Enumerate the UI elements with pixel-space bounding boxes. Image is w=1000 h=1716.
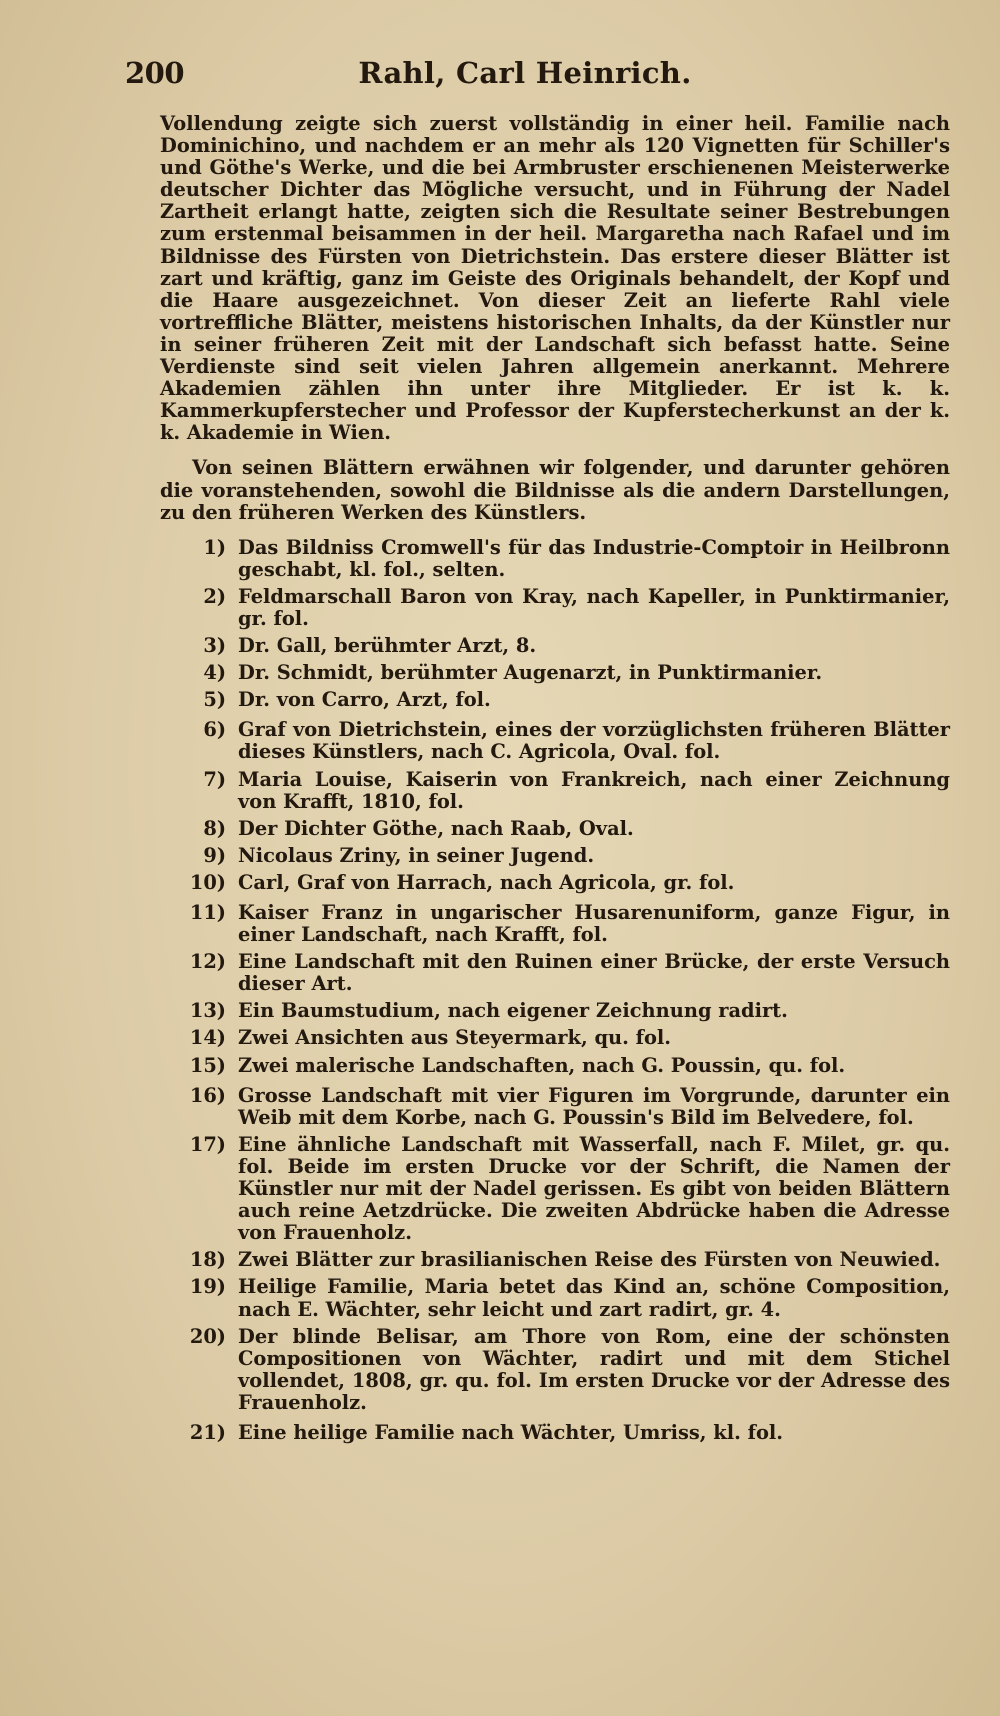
entry-number: 7) <box>203 767 226 791</box>
entry-text: Eine heilige Familie nach Wächter, Umriss, kl. fol. <box>238 1420 783 1444</box>
entry-text: Der Dichter Göthe, nach Raab, Oval. <box>238 816 634 840</box>
entry-number: 12) <box>189 950 226 974</box>
entry-number: 14) <box>189 1026 226 1050</box>
list-item <box>160 1422 950 1444</box>
running-title: Rahl, Carl Heinrich. <box>358 56 692 90</box>
list-item <box>160 951 950 995</box>
page-header <box>125 50 925 110</box>
list-item <box>160 1000 950 1022</box>
entry-text: Maria Louise, Kaiserin von Frankreich, nach einer Zeichnung von Krafft, 1810, fol. <box>238 767 950 813</box>
list-item <box>160 1326 950 1414</box>
list-item <box>160 1085 950 1129</box>
entry-text: Zwei Blätter zur brasilianischen Reise des Fürsten von Neuwied. <box>238 1248 941 1272</box>
entry-number: 17) <box>189 1132 226 1156</box>
entry-number: 5) <box>203 688 226 712</box>
entry-text: Nicolaus Zriny, in seiner Jugend. <box>238 843 595 867</box>
entry-number: 10) <box>189 870 226 894</box>
entry-text: Dr. Gall, berühmter Arzt, 8. <box>238 634 537 658</box>
entry-text: Heilige Familie, Maria betet das Kind an, schöne Composition, nach E. Wächter, sehr leicht und zart radirt, gr. 4. <box>238 1275 950 1321</box>
entry-number: 16) <box>189 1083 226 1107</box>
paragraph-works-intro: Von seinen Blättern erwähnen wir folgender, und darunter gehören die voranstehenden, sowohl die Bildnisse als die andern Darstellungen, zu den früheren Werken des Künstlers. <box>160 456 950 524</box>
entry-number: 1) <box>203 535 226 559</box>
list-item <box>160 1055 950 1077</box>
entry-text: Dr. Schmidt, berühmter Augenarzt, in Punktirmanier. <box>238 661 823 685</box>
list-item <box>160 1134 950 1244</box>
list-item <box>160 1027 950 1049</box>
list-item <box>160 537 950 581</box>
entry-text: Zwei Ansichten aus Steyermark, qu. fol. <box>238 1026 672 1050</box>
entry-text: Das Bildniss Cromwell's für das Industrie-Comptoir in Heilbronn geschabt, kl. fol., selten. <box>238 535 950 581</box>
list-item <box>160 586 950 630</box>
entry-text: Zwei malerische Landschaften, nach G. Poussin, qu. fol. <box>238 1053 846 1077</box>
entry-number: 6) <box>203 718 226 742</box>
entry-text: Kaiser Franz in ungarischer Husarenuniform, ganze Figur, in einer Landschaft, nach Krafft, fol. <box>238 901 950 947</box>
list-item <box>160 719 950 763</box>
entry-number: 18) <box>189 1248 226 1272</box>
entry-number: 8) <box>203 816 226 840</box>
entry-text: Grosse Landschaft mit vier Figuren im Vorgrunde, darunter ein Weib mit dem Korbe, nach G. Poussin's Bild im Belvedere, fol. <box>238 1083 950 1129</box>
entry-text: Der blinde Belisar, am Thore von Rom, eine der schönsten Compositionen von Wächter, radirt und mit dem Stichel vollendet, 1808, gr. qu. fol. Im ersten Drucke vor der Adresse des Frauenholz. <box>238 1324 950 1414</box>
list-item <box>160 769 950 813</box>
entry-number: 9) <box>203 843 226 867</box>
entry-number: 21) <box>189 1420 226 1444</box>
page-number: 200 <box>125 56 185 90</box>
list-item <box>160 818 950 840</box>
entry-text: Eine Landschaft mit den Ruinen einer Brücke, der erste Versuch dieser Art. <box>238 950 950 996</box>
list-item <box>160 662 950 684</box>
entry-text: Eine ähnliche Landschaft mit Wasserfall, nach F. Milet, gr. qu. fol. Beide im ersten Drucke vor der Schrift, die Namen der Künstler nur mit der Nadel gerissen. Es gibt von beiden Blättern auch reine Aetzdrücke. Die zweiten Abdrücke haben die Adresse von Frauenholz. <box>238 1132 950 1245</box>
paragraph-biography: Vollendung zeigte sich zuerst vollständig in einer heil. Familie nach Dominichino, und nachdem er an mehr als 120 Vignetten für Schiller's und Göthe's Werke, und die bei Armbruster erschienenen Meisterwerke deutscher Dichter das Mögliche versucht, und in Führung der Nadel Zartheit erlangt hatte, zeigten sich die Resultate seiner Bestrebungen zum erstenmal beisammen in der heil. Margaretha nach Rafael und im Bildnisse des Fürsten von Dietrichstein. Das erstere dieser Blätter ist zart und kräftig, ganz im Geiste des Originals behandelt, der Kopf und die Haare ausgezeichnet. Von dieser Zeit an lieferte Rahl viele vortreffliche Blätter, meistens historischen Inhalts, da der Künstler nur in seiner früheren Zeit mit der Landschaft sich befasst hatte. Seine Verdienste sind seit vielen Jahren allgemein anerkannt. Mehrere Akademien zählen ihn unter ihre Mitglieder. Er ist k. k. Kammerkupferstecher und Professor der Kupferstecherkunst an der k. k. Akademie in Wien. <box>160 112 950 445</box>
entry-text: Feldmarschall Baron von Kray, nach Kapeller, in Punktirmanier, gr. fol. <box>238 584 950 630</box>
list-item <box>160 872 950 894</box>
entry-number: 20) <box>189 1324 226 1348</box>
list-item <box>160 635 950 657</box>
list-item <box>160 689 950 711</box>
entry-text: Carl, Graf von Harrach, nach Agricola, gr. fol. <box>238 870 735 894</box>
entry-number: 11) <box>189 901 226 924</box>
list-item <box>160 1249 950 1271</box>
list-item <box>160 845 950 867</box>
list-item <box>160 902 950 946</box>
entry-text: Graf von Dietrichstein, eines der vorzüglichsten früheren Blätter dieses Künstlers, nach C. Agricola, Oval. fol. <box>238 718 950 764</box>
entry-number: 2) <box>203 584 226 608</box>
entry-text: Ein Baumstudium, nach eigener Zeichnung radirt. <box>238 999 788 1023</box>
entry-number: 13) <box>189 999 226 1023</box>
works-list <box>160 537 950 1444</box>
entry-number: 4) <box>203 661 226 685</box>
entry-text: Dr. von Carro, Arzt, fol. <box>238 688 491 712</box>
entry-number: 3) <box>203 634 226 658</box>
entry-number: 19) <box>189 1275 226 1299</box>
list-item <box>160 1276 950 1320</box>
entry-number: 15) <box>189 1053 226 1077</box>
body-text <box>160 113 950 1449</box>
